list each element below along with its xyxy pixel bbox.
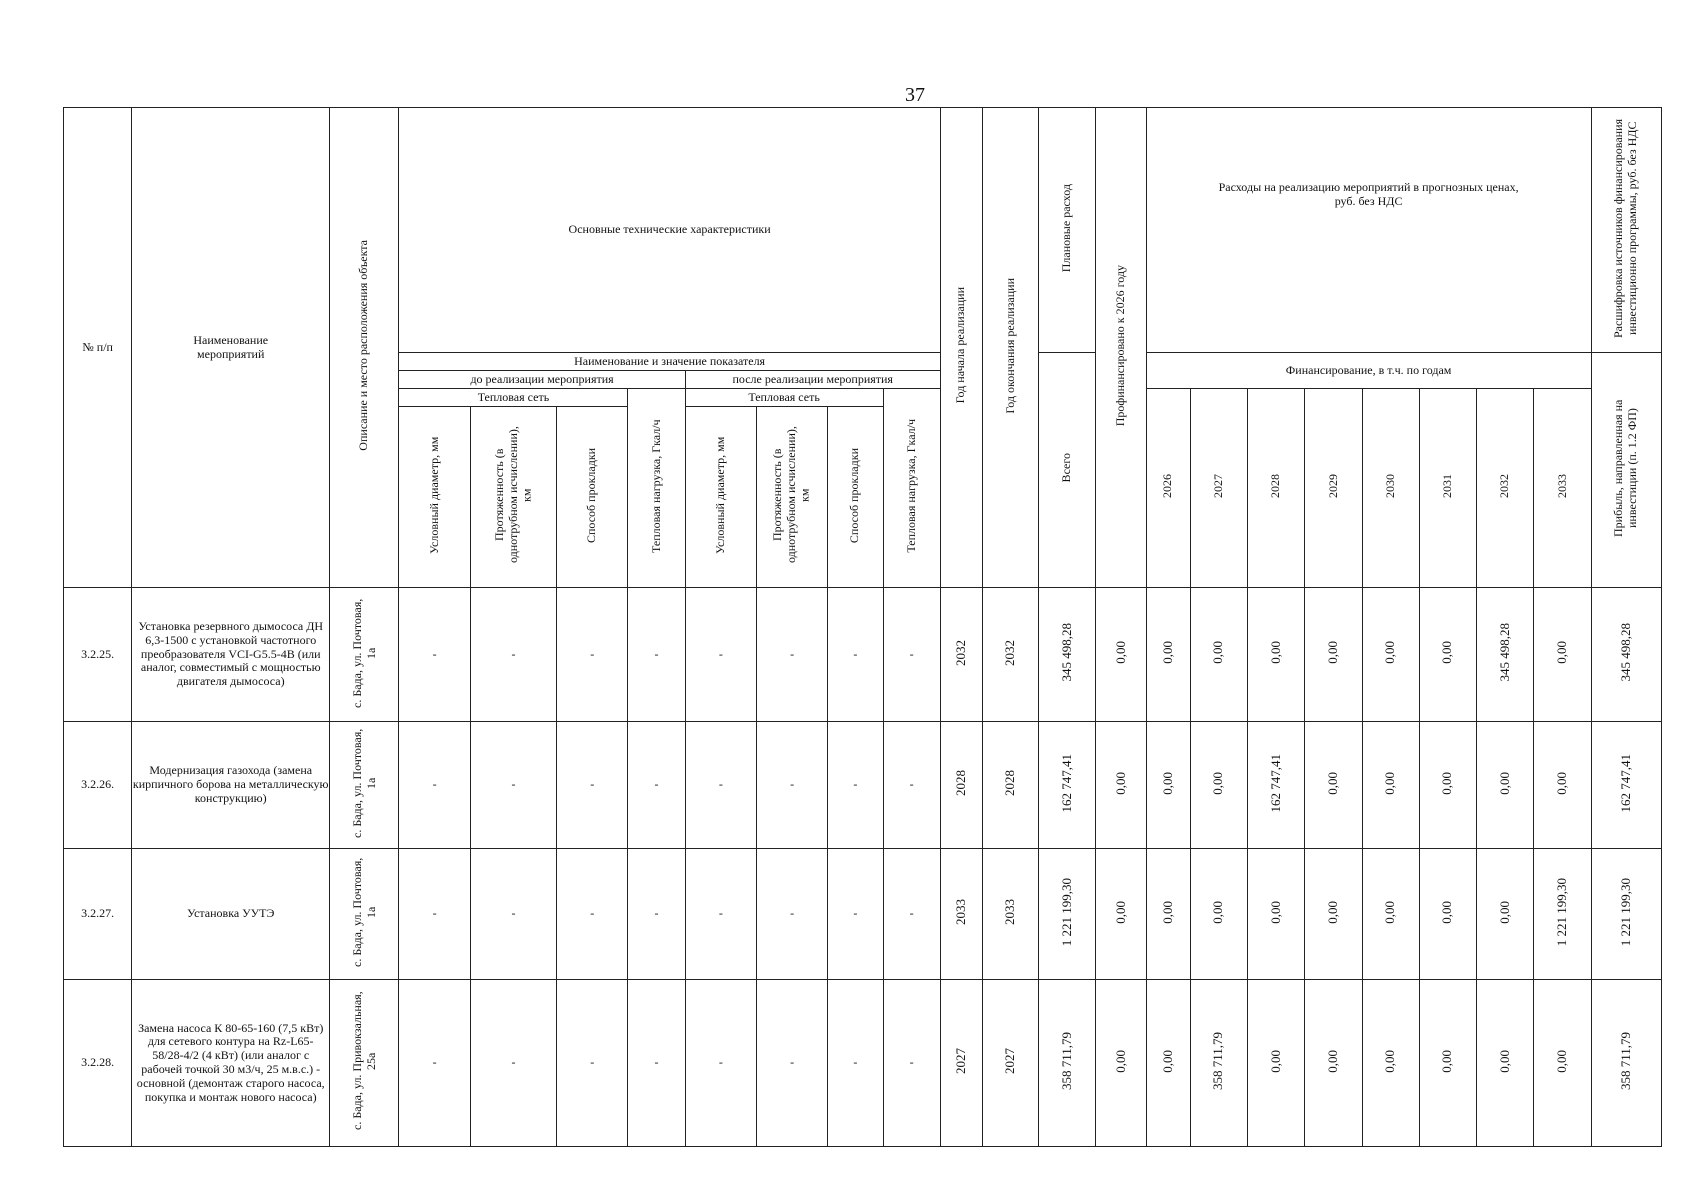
- row-year-value: 0,00: [1362, 849, 1419, 980]
- row-tech-cell: -: [685, 849, 756, 980]
- investment-table: [63, 107, 1662, 1147]
- header-year-2032: 2032: [1477, 389, 1534, 588]
- header-total: Всего: [1039, 353, 1096, 588]
- row-num: 3.2.25.: [64, 588, 132, 722]
- row-year-value: 0,00: [1305, 722, 1362, 849]
- table-row: [64, 588, 1662, 722]
- header-year-2026: 2026: [1146, 389, 1190, 588]
- header-location: Описание и место расположения объекта: [330, 108, 399, 588]
- row-year-end: 2033: [982, 849, 1038, 980]
- row-tech-cell: -: [628, 588, 685, 722]
- row-tech-cell: -: [828, 722, 883, 849]
- row-name: Модернизация газохода (замена кирпичного борова на металлическую конструкцию): [132, 722, 330, 849]
- row-tech-cell: -: [470, 980, 556, 1147]
- header-laying-before: Способ прокладки: [557, 407, 628, 588]
- header-name: Наименование мероприятий: [132, 108, 330, 588]
- row-year-value: 0,00: [1248, 980, 1305, 1147]
- row-year-value: 0,00: [1477, 849, 1534, 980]
- row-year-value: 0,00: [1477, 722, 1534, 849]
- row-tech-cell: -: [756, 722, 827, 849]
- row-tech-cell: -: [883, 722, 940, 849]
- row-name: Установка УУТЭ: [132, 849, 330, 980]
- header-network-before: Тепловая сеть: [399, 389, 628, 407]
- row-year-value: 0,00: [1305, 980, 1362, 1147]
- header-year-start: Год начала реализации: [940, 108, 982, 588]
- row-year-value: 0,00: [1146, 588, 1190, 722]
- row-total: 345 498,28: [1039, 588, 1096, 722]
- row-tech-cell: -: [470, 722, 556, 849]
- row-tech-cell: -: [628, 722, 685, 849]
- table-row: [64, 722, 1662, 849]
- row-prefinanced: 0,00: [1096, 722, 1146, 849]
- row-year-value: 0,00: [1534, 722, 1591, 849]
- row-year-end: 2027: [982, 980, 1038, 1147]
- header-profit: Прибыль, направленная на инвестиции (п. 1.2 ФП): [1591, 353, 1661, 588]
- header-tech-group: Основные технические характеристики: [399, 108, 940, 353]
- row-tech-cell: -: [557, 722, 628, 849]
- row-tech-cell: -: [470, 588, 556, 722]
- row-tech-cell: -: [628, 849, 685, 980]
- row-profit: 345 498,28: [1591, 588, 1661, 722]
- row-year-value: 0,00: [1419, 980, 1476, 1147]
- row-prefinanced: 0,00: [1096, 588, 1146, 722]
- row-profit: 1 221 199,30: [1591, 849, 1661, 980]
- row-year-end: 2028: [982, 722, 1038, 849]
- row-year-value: 0,00: [1362, 588, 1419, 722]
- row-tech-cell: -: [828, 980, 883, 1147]
- row-year-value: 0,00: [1190, 588, 1247, 722]
- row-tech-cell: -: [470, 849, 556, 980]
- row-tech-cell: -: [557, 980, 628, 1147]
- row-tech-cell: -: [628, 980, 685, 1147]
- row-name: Установка резервного дымососа ДН 6,3-1500 с установкой частотного преобразователя VCI-G5.5-4B (или аналог, совместимый с мощностью двигателя дымососа): [132, 588, 330, 722]
- row-location: с. Бада, ул. Почтовая, 1а: [330, 849, 399, 980]
- row-tech-cell: -: [828, 588, 883, 722]
- row-year-start: 2033: [940, 849, 982, 980]
- row-num: 3.2.28.: [64, 980, 132, 1147]
- row-prefinanced: 0,00: [1096, 980, 1146, 1147]
- row-year-value: 0,00: [1419, 588, 1476, 722]
- row-location: с. Бада, ул. Почтовая, 1а: [330, 722, 399, 849]
- row-year-value: 345 498,28: [1477, 588, 1534, 722]
- header-year-2028: 2028: [1248, 389, 1305, 588]
- row-tech-cell: -: [685, 980, 756, 1147]
- row-year-value: 1 221 199,30: [1534, 849, 1591, 980]
- row-year-value: 0,00: [1477, 980, 1534, 1147]
- row-year-end: 2032: [982, 588, 1038, 722]
- row-year-value: 358 711,79: [1190, 980, 1247, 1147]
- row-profit: 358 711,79: [1591, 980, 1661, 1147]
- row-total: 1 221 199,30: [1039, 849, 1096, 980]
- row-tech-cell: -: [399, 588, 470, 722]
- page-number: 37: [905, 84, 925, 106]
- row-year-value: 0,00: [1305, 849, 1362, 980]
- header-laying-after: Способ прокладки: [828, 407, 883, 588]
- row-total: 162 747,41: [1039, 722, 1096, 849]
- row-year-start: 2032: [940, 588, 982, 722]
- row-tech-cell: -: [399, 849, 470, 980]
- header-load-after: Тепловая нагрузка, Гкал/ч: [883, 389, 940, 588]
- row-year-start: 2027: [940, 980, 982, 1147]
- row-tech-cell: -: [883, 849, 940, 980]
- header-after-group: после реализации мероприятия: [685, 371, 940, 389]
- row-year-value: 0,00: [1190, 722, 1247, 849]
- row-tech-cell: -: [828, 849, 883, 980]
- row-tech-cell: -: [756, 980, 827, 1147]
- header-sources-group: Расшифровка источников финансирования инвестиционно программы, руб. без НДС: [1591, 108, 1661, 353]
- header-num: № п/п: [64, 108, 132, 588]
- row-tech-cell: -: [399, 980, 470, 1147]
- row-year-value: 0,00: [1419, 849, 1476, 980]
- table-row: [64, 980, 1662, 1147]
- row-year-value: 0,00: [1190, 849, 1247, 980]
- header-expenses-group: Расходы на реализацию мероприятий в прогнозных ценах, руб. без НДС: [1146, 108, 1591, 353]
- table-row: [64, 849, 1662, 980]
- row-year-value: 0,00: [1534, 980, 1591, 1147]
- row-num: 3.2.26.: [64, 722, 132, 849]
- header-length-before: Протяженность (в однотрубном исчислении), км: [470, 407, 556, 588]
- row-tech-cell: -: [756, 588, 827, 722]
- header-year-2033: 2033: [1534, 389, 1591, 588]
- row-name: Замена насоса К 80-65-160 (7,5 кВт) для сетевого контура на Rz-L65-58/28-4/2 (4 кВт) (или аналог с рабочей точкой 30 м3/ч, 25 м.в.с.) - основной (демонтаж старого насоса, покупка и монтаж нового насоса): [132, 980, 330, 1147]
- row-tech-cell: -: [883, 980, 940, 1147]
- row-year-value: 0,00: [1362, 980, 1419, 1147]
- header-prefinanced: Профинансировано к 2026 году: [1096, 108, 1146, 588]
- row-tech-cell: -: [685, 722, 756, 849]
- row-profit: 162 747,41: [1591, 722, 1661, 849]
- row-total: 358 711,79: [1039, 980, 1096, 1147]
- row-year-value: 0,00: [1146, 722, 1190, 849]
- header-planned: Плановые расход: [1039, 108, 1096, 353]
- header-year-2029: 2029: [1305, 389, 1362, 588]
- row-tech-cell: -: [685, 588, 756, 722]
- row-year-value: 162 747,41: [1248, 722, 1305, 849]
- row-year-value: 0,00: [1305, 588, 1362, 722]
- header-before-group: до реализации мероприятия: [399, 371, 685, 389]
- row-tech-cell: -: [557, 588, 628, 722]
- header-year-2030: 2030: [1362, 389, 1419, 588]
- row-location: с. Бада, ул. Привокзальная, 25а: [330, 980, 399, 1147]
- row-tech-cell: -: [756, 849, 827, 980]
- header-diam-before: Условный диаметр, мм: [399, 407, 470, 588]
- header-year-2027: 2027: [1190, 389, 1247, 588]
- header-financing-group: Финансирование, в т.ч. по годам: [1146, 353, 1591, 389]
- header-year-2031: 2031: [1419, 389, 1476, 588]
- header-diam-after: Условный диаметр, мм: [685, 407, 756, 588]
- row-year-value: 0,00: [1248, 849, 1305, 980]
- header-network-after: Тепловая сеть: [685, 389, 883, 407]
- header-load-before: Тепловая нагрузка, Гкал/ч: [628, 389, 685, 588]
- row-year-value: 0,00: [1146, 980, 1190, 1147]
- row-prefinanced: 0,00: [1096, 849, 1146, 980]
- header-indicator-group: Наименование и значение показателя: [399, 353, 940, 371]
- row-num: 3.2.27.: [64, 849, 132, 980]
- row-year-value: 0,00: [1534, 588, 1591, 722]
- row-year-start: 2028: [940, 722, 982, 849]
- row-year-value: 0,00: [1419, 722, 1476, 849]
- row-year-value: 0,00: [1146, 849, 1190, 980]
- header-length-after: Протяженность (в однотрубном исчислении), км: [756, 407, 827, 588]
- header-year-end: Год окончания реализации: [982, 108, 1038, 588]
- row-year-value: 0,00: [1362, 722, 1419, 849]
- row-tech-cell: -: [883, 588, 940, 722]
- row-location: с. Бада, ул. Почтовая, 1а: [330, 588, 399, 722]
- row-year-value: 0,00: [1248, 588, 1305, 722]
- row-tech-cell: -: [557, 849, 628, 980]
- row-tech-cell: -: [399, 722, 470, 849]
